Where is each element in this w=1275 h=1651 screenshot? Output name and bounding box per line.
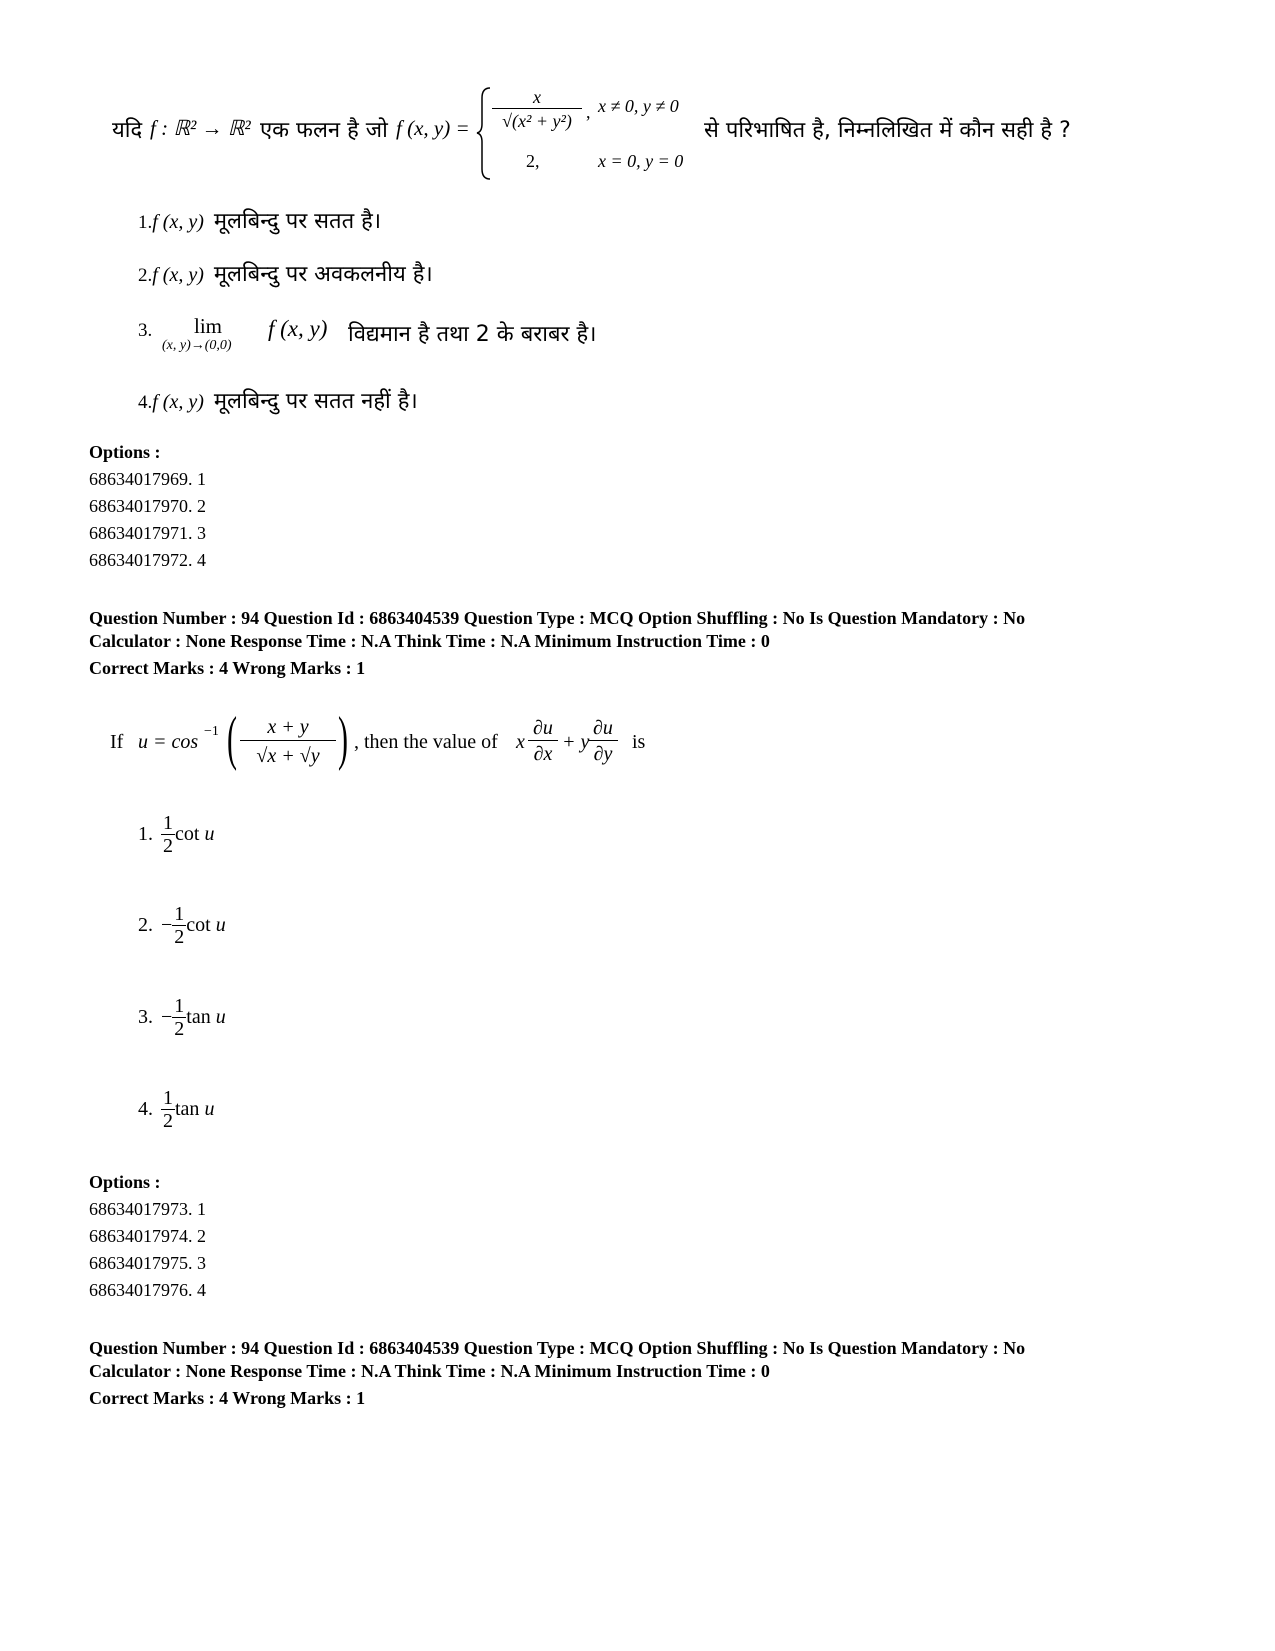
options-block-2 — [89, 1169, 206, 1304]
q1-choice-math: f (x, y) — [268, 316, 328, 341]
q1-case1-cond: x ≠ 0, y ≠ 0 — [598, 96, 679, 116]
q2-choice-sign: − — [161, 914, 173, 936]
q1-choice-number: 4. — [138, 392, 153, 413]
q2-choice-sign: − — [161, 1006, 173, 1028]
q1-choice-number: 1. — [138, 212, 153, 233]
q2-du: ∂u — [528, 716, 558, 741]
q2-du-dy-fraction — [588, 716, 618, 767]
q2-if: If — [110, 731, 124, 753]
meta-line-3: Correct Marks : 4 Wrong Marks : 1 — [89, 658, 366, 678]
q2-left-paren: ( — [226, 705, 237, 771]
option-item: 68634017970. 2 — [89, 496, 206, 516]
q2-choice-number: 2. — [138, 914, 153, 936]
q1-case1-sep: , — [586, 102, 591, 122]
q1-case2-cond: x = 0, y = 0 — [598, 151, 684, 171]
q2-choice-number: 4. — [138, 1098, 153, 1120]
q2-x: x — [516, 731, 525, 753]
q2-choice-fn: cot — [175, 823, 200, 845]
option-item: 68634017972. 4 — [89, 550, 206, 570]
option-item: 68634017973. 1 — [89, 1199, 206, 1219]
q1-choice-math: f (x, y) — [152, 391, 204, 413]
question-1-stem — [112, 86, 1112, 181]
q2-mid-text: , then the value of — [354, 731, 498, 753]
q2-choice-var: u — [204, 823, 215, 845]
option-item: 68634017971. 3 — [89, 523, 206, 543]
option-item: 68634017976. 4 — [89, 1280, 206, 1300]
q2-choice-fn: tan — [175, 1098, 200, 1120]
meta-line-2: Calculator : None Response Time : N.A Think Time : N.A Minimum Instruction Time : 0 — [89, 1361, 770, 1381]
option-item: 68634017974. 2 — [89, 1226, 206, 1246]
q2-choice-numerator: 1 — [163, 1087, 173, 1109]
q2-choice-numerator: 1 — [163, 812, 173, 834]
q2-right-paren: ) — [337, 705, 348, 771]
q2-choice-denominator: 2 — [163, 835, 173, 857]
q1-case2-val: 2, — [526, 151, 540, 171]
question-meta-2 — [89, 1337, 1025, 1410]
q2-cos-sup: −1 — [204, 724, 219, 739]
q2-choice-number: 3. — [138, 1006, 153, 1028]
q1-choice-text: मूलबिन्दु पर अवकलनीय है। — [213, 262, 433, 287]
q1-choice-lim: lim — [194, 314, 223, 338]
meta-line-1: Question Number : 94 Question Id : 6863404539 Question Type : MCQ Option Shuffling : No Is Question Mandatory : No — [89, 1338, 1026, 1358]
q2-choice-var: u — [215, 914, 226, 936]
q2-choice-fraction — [161, 1087, 175, 1132]
q2-choice-var: u — [204, 1098, 215, 1120]
q2-choice-numerator: 1 — [174, 903, 185, 925]
q1-stem-suffix: से परिभाषित है, निम्नलिखित में कौन सही है ? — [704, 118, 1071, 143]
question-meta-1 — [89, 607, 1025, 680]
q2-choice-4 — [138, 1087, 214, 1132]
q2-choice-var: u — [215, 1006, 226, 1028]
q1-stem-prefix: यदि — [112, 118, 143, 143]
q2-choice-2 — [138, 903, 226, 948]
q2-plus-y: + y — [562, 731, 590, 753]
q1-choice-number: 2. — [138, 265, 153, 286]
q1-choice-4 — [138, 385, 418, 415]
q2-choice-fraction — [172, 995, 186, 1040]
option-item: 68634017969. 1 — [89, 469, 206, 489]
q1-choice-math: f (x, y) — [152, 211, 204, 233]
q1-choice-text: मूलबिन्दु पर सतत है। — [213, 209, 382, 234]
options-label: Options : — [89, 1172, 161, 1192]
q2-du-dx-fraction — [528, 716, 558, 767]
q1-choice-1 — [138, 205, 381, 235]
q1-case1-num: x — [492, 86, 582, 109]
q1-fxy: f (x, y) = — [396, 116, 470, 140]
q2-choice-fraction — [161, 812, 175, 857]
meta-line-1: Question Number : 94 Question Id : 6863404539 Question Type : MCQ Option Shuffling : No Is Question Mandatory : No — [89, 608, 1026, 628]
q2-choice-fn: cot — [186, 914, 211, 936]
q2-u-eq: u = cos — [138, 731, 199, 753]
q1-choice-number: 3. — [138, 320, 153, 341]
q1-case1-fraction — [492, 86, 582, 133]
q2-dx: ∂x — [533, 743, 553, 765]
q2-frac-num: x + y — [240, 714, 336, 741]
meta-line-3: Correct Marks : 4 Wrong Marks : 1 — [89, 1388, 366, 1408]
q2-choice-denominator: 2 — [174, 1018, 185, 1040]
meta-line-2: Calculator : None Response Time : N.A Think Time : N.A Minimum Instruction Time : 0 — [89, 631, 770, 651]
q1-choice-text: मूलबिन्दु पर सतत नहीं है। — [213, 389, 418, 414]
q1-choice-2 — [138, 258, 433, 288]
q1-map-text: f : ℝ² → ℝ² — [150, 116, 251, 140]
option-item: 68634017975. 3 — [89, 1253, 206, 1273]
q1-choice-math: f (x, y) — [152, 264, 204, 286]
q2-du: ∂u — [588, 716, 618, 741]
q2-choice-number: 1. — [138, 823, 153, 845]
q1-choice-3 — [138, 312, 638, 358]
q2-choice-denominator: 2 — [174, 926, 185, 948]
q1-case1-den: √(x² + y²) — [502, 111, 572, 131]
q2-choice-numerator: 1 — [174, 995, 185, 1017]
q1-stem-mid: एक फलन है जो — [260, 118, 388, 143]
q2-is: is — [632, 731, 646, 753]
q2-choice-3 — [138, 995, 226, 1040]
options-label: Options : — [89, 442, 161, 462]
q2-choice-fraction — [172, 903, 186, 948]
question-2-stem — [110, 705, 670, 782]
q2-choice-1 — [138, 812, 214, 857]
q1-choice-lim-sub: (x, y)→(0,0) — [162, 338, 232, 353]
q1-choice-text: विद्यमान है तथा 2 के बराबर है। — [348, 322, 597, 347]
q2-choice-fn: tan — [186, 1006, 211, 1028]
q2-frac-den: √x + √y — [256, 745, 320, 767]
q2-main-fraction — [240, 714, 336, 771]
options-block-1 — [89, 439, 206, 574]
q2-dy: ∂y — [593, 743, 613, 765]
q2-choice-denominator: 2 — [163, 1110, 173, 1132]
